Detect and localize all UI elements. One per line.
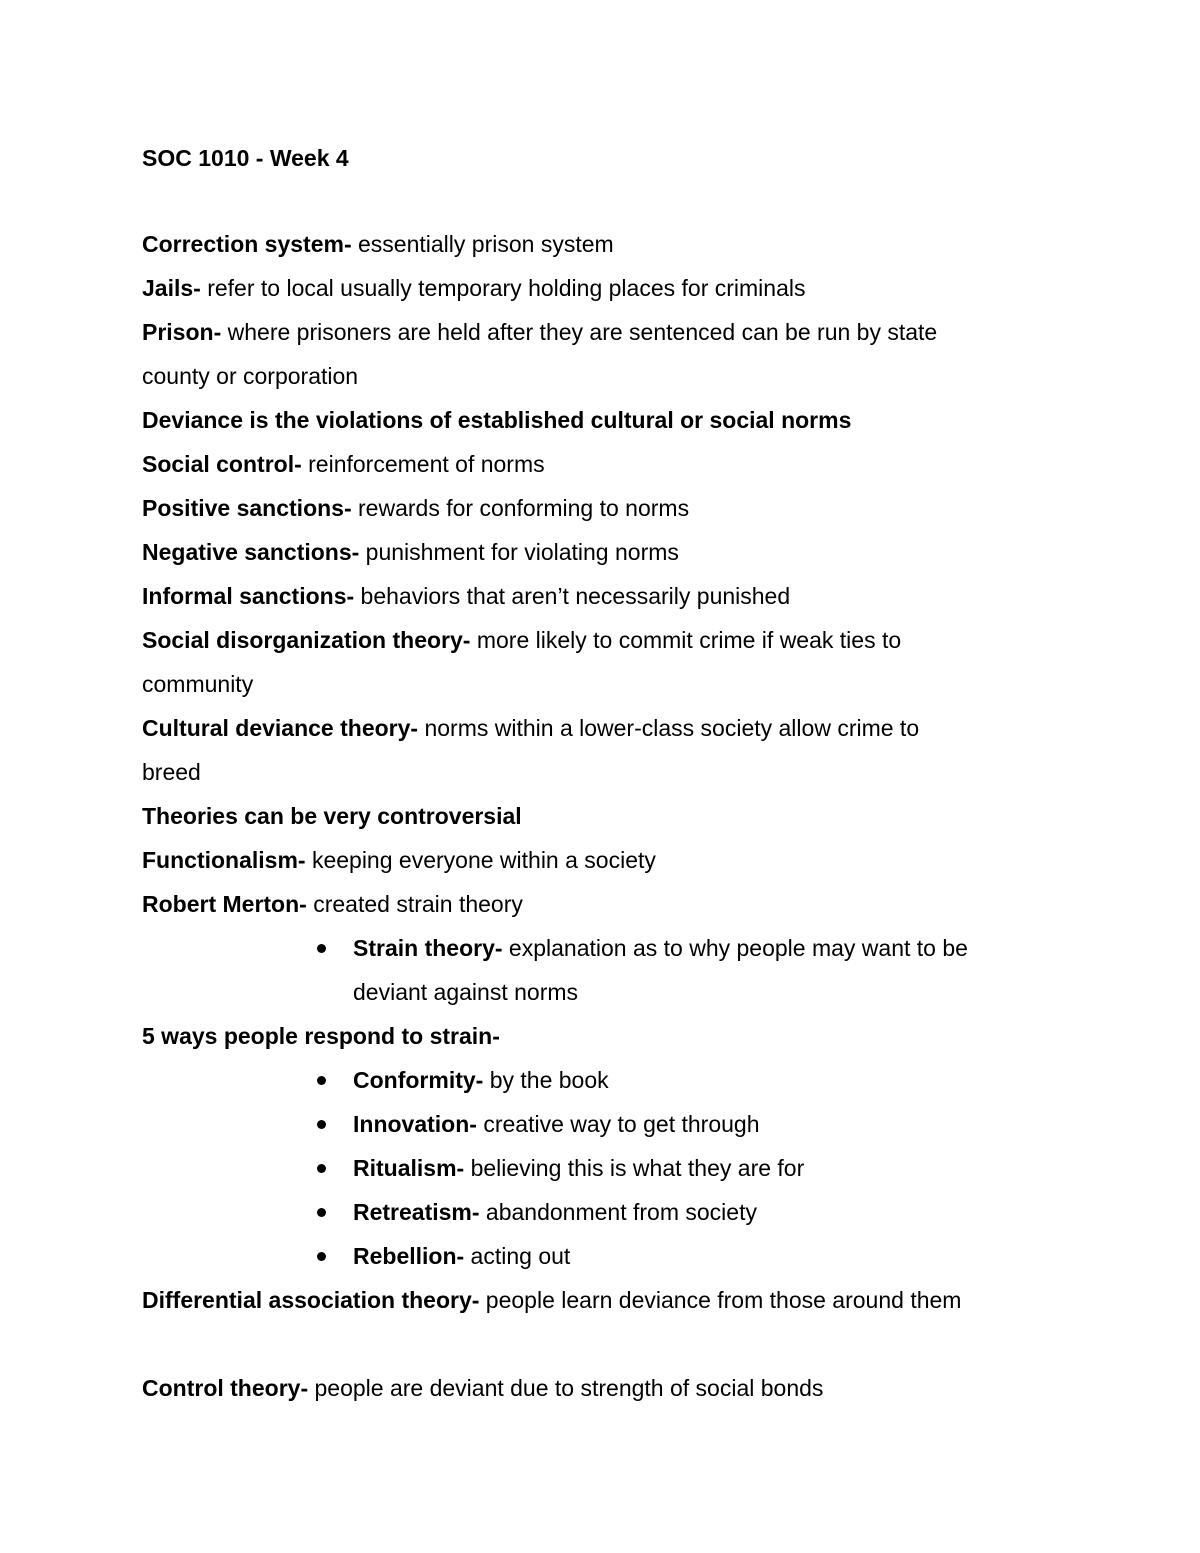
bullet-icon xyxy=(317,944,326,953)
term-definition: reinforcement of norms xyxy=(301,451,545,477)
term-definition: created strain theory xyxy=(306,891,523,917)
strain-theory-line xyxy=(353,926,1062,970)
term-definition: behaviors that aren’t necessarily punished xyxy=(354,583,791,609)
term-label: Prison- xyxy=(142,319,222,345)
bullet-icon xyxy=(317,1120,326,1129)
term-definition: refer to local usually temporary holding places for criminals xyxy=(200,275,806,301)
note-cultural-deviance-continued: breed xyxy=(142,759,201,785)
term-label: Ritualism- xyxy=(353,1155,465,1181)
term-definition: people are deviant due to strength of social bonds xyxy=(308,1375,824,1401)
term-definition: by the book xyxy=(483,1067,609,1093)
note-social-disorganization xyxy=(142,618,1062,662)
term-definition: rewards for conforming to norms xyxy=(351,495,690,521)
term-definition: essentially prison system xyxy=(351,231,614,257)
term-label: Functionalism- xyxy=(142,847,306,873)
term-label: Jails- xyxy=(142,275,201,301)
term-label: Social disorganization theory- xyxy=(142,627,471,653)
list-item-conformity xyxy=(353,1058,1062,1102)
term-definition: punishment for violating norms xyxy=(359,539,679,565)
list-item-innovation xyxy=(353,1102,1062,1146)
bullet-icon xyxy=(317,1076,326,1085)
term-label: Informal sanctions- xyxy=(142,583,355,609)
term-label: Differential association theory- xyxy=(142,1287,480,1313)
term-label: Cultural deviance theory- xyxy=(142,715,419,741)
term-label: Rebellion- xyxy=(353,1243,465,1269)
note-robert-merton xyxy=(142,882,1062,926)
response-line xyxy=(353,1146,1062,1190)
response-line xyxy=(353,1102,1062,1146)
response-line xyxy=(353,1190,1062,1234)
note-positive-sanctions xyxy=(142,486,1062,530)
term-definition: people learn deviance from those around them xyxy=(479,1287,962,1313)
page-title: SOC 1010 - Week 4 xyxy=(142,145,349,171)
term-label: Conformity- xyxy=(353,1067,484,1093)
term-label: Retreatism- xyxy=(353,1199,480,1225)
notes-body xyxy=(142,222,1062,1410)
strain-theory-list xyxy=(142,926,1062,1014)
term-label: Social control- xyxy=(142,451,302,477)
term-label: Innovation- xyxy=(353,1111,477,1137)
term-label: Strain theory- xyxy=(353,935,503,961)
note-deviance: Deviance is the violations of established cultural or social norms xyxy=(142,407,852,433)
strain-responses-list xyxy=(142,1058,1062,1278)
note-prison-continued: county or corporation xyxy=(142,363,359,389)
term-label: Correction system- xyxy=(142,231,352,257)
term-definition: norms within a lower-class society allow crime to xyxy=(418,715,920,741)
term-definition: explanation as to why people may want to be xyxy=(502,935,968,961)
term-label: Control theory- xyxy=(142,1375,309,1401)
term-label: Negative sanctions- xyxy=(142,539,360,565)
note-prison xyxy=(142,310,1062,354)
term-definition: abandonment from society xyxy=(479,1199,757,1225)
note-functionalism xyxy=(142,838,1062,882)
blank-line xyxy=(142,1322,1062,1366)
note-five-ways: 5 ways people respond to strain- xyxy=(142,1023,500,1049)
list-item-retreatism xyxy=(353,1190,1062,1234)
note-jails xyxy=(142,266,1062,310)
response-line xyxy=(353,1234,1062,1278)
note-social-disorganization-continued: community xyxy=(142,671,254,697)
term-definition: more likely to commit crime if weak ties to xyxy=(470,627,902,653)
term-label: Robert Merton- xyxy=(142,891,307,917)
note-negative-sanctions xyxy=(142,530,1062,574)
strain-theory-continued: deviant against norms xyxy=(353,979,579,1005)
bullet-icon xyxy=(317,1208,326,1217)
note-theories-controversial: Theories can be very controversial xyxy=(142,803,522,829)
response-line xyxy=(353,1058,1062,1102)
term-definition: keeping everyone within a society xyxy=(305,847,656,873)
bullet-icon xyxy=(317,1164,326,1173)
list-item-ritualism xyxy=(353,1146,1062,1190)
term-definition: believing this is what they are for xyxy=(464,1155,805,1181)
note-differential-association xyxy=(142,1278,1062,1322)
note-control-theory xyxy=(142,1366,1062,1410)
note-correction-system xyxy=(142,222,1062,266)
term-definition: where prisoners are held after they are sentenced can be run by state xyxy=(221,319,938,345)
bullet-icon xyxy=(317,1252,326,1261)
note-social-control xyxy=(142,442,1062,486)
term-definition: creative way to get through xyxy=(476,1111,760,1137)
term-definition: acting out xyxy=(464,1243,571,1269)
term-label: Positive sanctions- xyxy=(142,495,352,521)
note-cultural-deviance xyxy=(142,706,1062,750)
list-item-strain-theory xyxy=(353,926,1062,1014)
list-item-rebellion xyxy=(353,1234,1062,1278)
note-informal-sanctions xyxy=(142,574,1062,618)
